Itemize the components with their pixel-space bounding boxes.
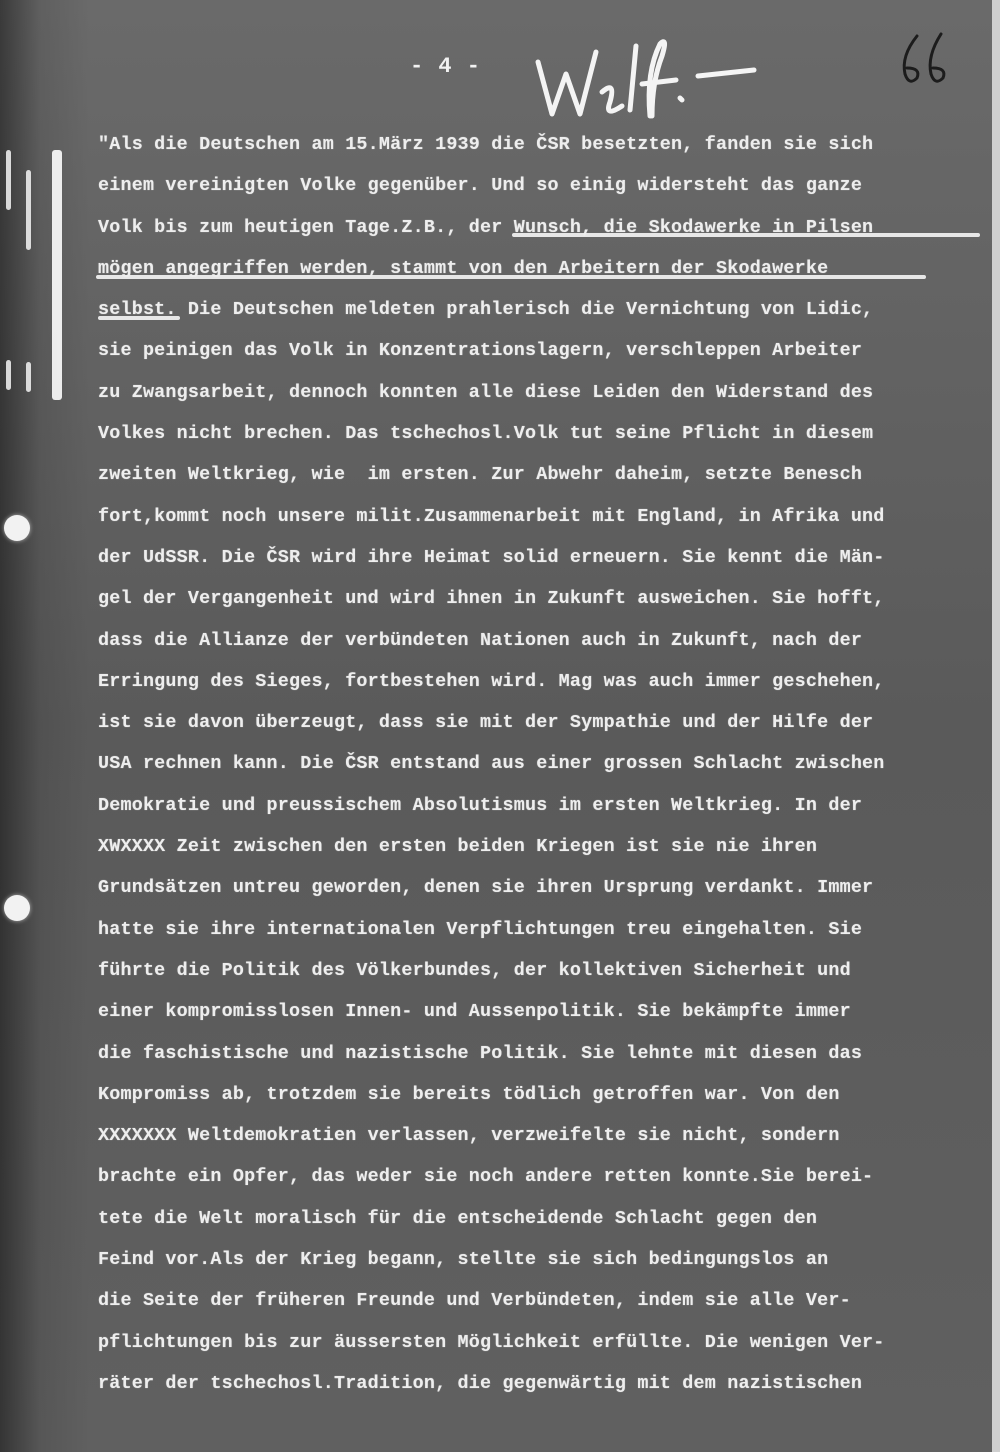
- text-line: Volkes nicht brechen. Das tschechosl.Volk tut seine Pflicht in diesem: [98, 423, 874, 445]
- text-line: zu Zwangsarbeit, dennoch konnten alle diese Leiden den Widerstand des: [98, 381, 874, 403]
- margin-mark: [6, 150, 11, 210]
- text-line: führte die Politik des Völkerbundes, der kollektiven Sicherheit und: [98, 959, 851, 981]
- text-line: brachte ein Opfer, das weder sie noch andere retten konnte.Sie berei-: [98, 1166, 874, 1188]
- text-line: einer kompromisslosen Innen- und Aussenpolitik. Sie bekämpfte immer: [98, 1001, 851, 1023]
- margin-mark: [26, 362, 31, 392]
- text-line: fort,kommt noch unsere milit.Zusammenarbeit mit England, in Afrika und: [98, 505, 885, 527]
- text-line: Feind vor.Als der Krieg begann, stellte sie sich bedingungslos an: [98, 1249, 829, 1271]
- page-reference-number: [895, 30, 955, 90]
- text-line: dass die Allianze der verbündeten Nationen auch in Zukunft, nach der: [98, 629, 863, 651]
- text-line: einem vereinigten Volke gegenüber. Und so einig widersteht das ganze: [98, 175, 863, 197]
- margin-mark: [52, 150, 62, 400]
- page-number: - 4 -: [410, 54, 482, 79]
- margin-mark: [26, 170, 31, 250]
- text-line: der UdSSR. Die ČSR wird ihre Heimat solid erneuern. Sie kennt die Män-: [98, 546, 885, 568]
- text-line: zweiten Weltkrieg, wie im ersten. Zur Abwehr daheim, setzte Benesch: [98, 464, 863, 486]
- punch-hole-top: [4, 515, 30, 541]
- text-line: sie peinigen das Volk in Konzentrationslagern, verschleppen Arbeiter: [98, 340, 863, 362]
- margin-mark: [6, 360, 11, 390]
- text-line: tete die Welt moralisch für die entscheidende Schlacht gegen den: [98, 1207, 818, 1229]
- text-line: USA rechnen kann. Die ČSR entstand aus einer grossen Schlacht zwischen: [98, 753, 885, 775]
- document-body: [98, 124, 993, 1404]
- text-line: XXXXXXX Weltdemokratien verlassen, verzweifelte sie nicht, sondern: [98, 1125, 840, 1147]
- text-line: XWXXXX Zeit zwischen den ersten beiden Kriegen ist sie nie ihren: [98, 836, 818, 858]
- text-line: hatte sie ihre internationalen Verpflichtungen treu eingehalten. Sie: [98, 918, 863, 940]
- text-line: gel der Vergangenheit und wird ihnen in Zukunft ausweichen. Sie hofft,: [98, 588, 885, 610]
- text-line: die Seite der früheren Freunde und Verbündeten, indem sie alle Ver-: [98, 1290, 851, 1312]
- text-line: selbst. Die Deutschen meldeten prahlerisch die Vernichtung von Lidic,: [98, 299, 874, 321]
- text-line: Grundsätzen untreu geworden, denen sie ihren Ursprung verdankt. Immer: [98, 877, 874, 899]
- text-line: Demokratie und preussischem Absolutismus im ersten Weltkrieg. In der: [98, 794, 863, 816]
- handwritten-note-signature: [530, 32, 760, 122]
- text-line: Volk bis zum heutigen Tage.Z.B., der Wunsch, die Skodawerke in Pilsen: [98, 216, 874, 238]
- text-line: Kompromiss ab, trotzdem sie bereits tödlich getroffen war. Von den: [98, 1083, 840, 1105]
- text-line: "Als die Deutschen am 15.März 1939 die ČSR besetzten, fanden sie sich: [98, 134, 874, 155]
- punch-hole-bottom: [4, 895, 30, 921]
- text-line: Erringung des Sieges, fortbestehen wird. Mag was auch immer geschehen,: [98, 670, 885, 692]
- text-line: räter der tschechosl.Tradition, die gegenwärtig mit dem nazistischen: [98, 1372, 863, 1394]
- text-line: mögen angegriffen werden, stammt von den Arbeitern der Skodawerke: [98, 257, 829, 279]
- text-line: pflichtungen bis zur äussersten Möglichkeit erfüllte. Die wenigen Ver-: [98, 1331, 885, 1353]
- text-line: ist sie davon überzeugt, dass sie mit der Sympathie und der Hilfe der: [98, 712, 874, 734]
- text-line: die faschistische und nazistische Politik. Sie lehnte mit diesen das: [98, 1042, 863, 1064]
